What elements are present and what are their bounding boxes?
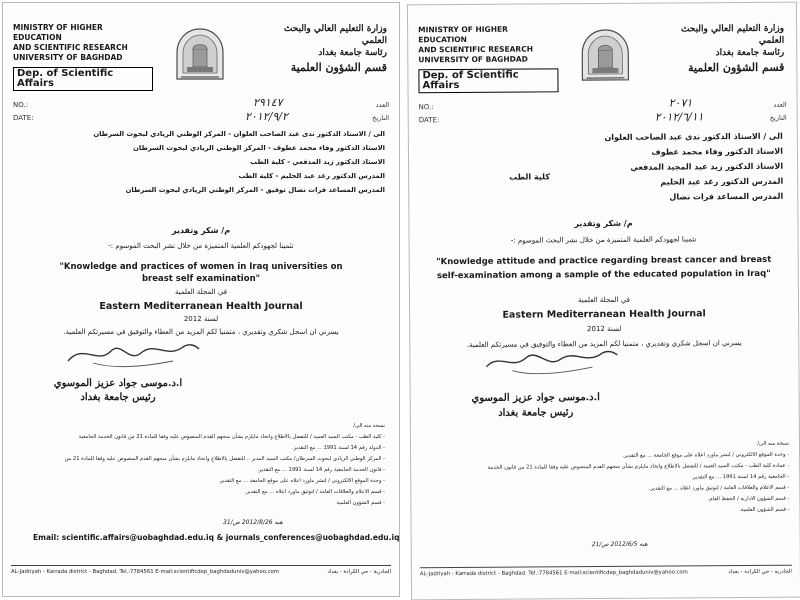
ministry-name-2: AND SCIENTIFIC RESEARCH <box>418 44 534 55</box>
letter-footer <box>420 569 792 578</box>
copies-list <box>15 421 385 509</box>
copy-recipient: - وحدة الموقع الالكتروني / لنشر ماورد اعلاه على موقع الجامعة ... مع التقدير. <box>421 450 789 464</box>
ministry-name: MINISTRY OF HIGHER EDUCATION <box>418 24 508 45</box>
recipient-line: المدرس المساعد فرات نضال <box>669 191 784 202</box>
copy-recipient: - وحدة الموقع الالكتروني / لنشر ماورد اعلاه على موقع الجامعة ... مع التقدير. <box>15 476 385 487</box>
copies-list <box>421 439 790 519</box>
arabic-letterhead <box>262 23 387 74</box>
copy-recipient: - كلية الطب - مكتب السيد العميد / للتفضل بالاطلاع واتخاذ مايلزم بشأن منحهم القدم المنصوص عليه وفقا للمادة 21 من قانون الخدمة الجامعية <box>15 432 385 443</box>
subject-line: م/ شكر وتقدير <box>171 226 231 235</box>
date-label-ar: التاريخ <box>769 113 787 122</box>
footer-divider <box>420 565 792 569</box>
copy-recipient: - قسم الاعلام والعلاقات العامة / لتوثيق ماورد اعلاه ... مع التقدير. <box>421 483 789 497</box>
signer-title: رئيس جامعة بغداد <box>498 407 574 419</box>
copy-recipient: - المركز الوطني الريادي لبحوث السرطان/ مكتب السيد المدير .. للتفضل بالاطلاع واتخاذ مايلزم بشأن منحهم القدم المنصوص عليه وفقا للمادة 21 من <box>15 454 385 465</box>
footer-address: AL-Jadriyah - Karrada district - Baghdad. Tel.:7784561 E-mail:scientificdep_baghdaduniv@yahoo.com <box>11 569 279 575</box>
copy-recipient: - قسم الاعلام والعلاقات العامة / لتوثيق ماورد اعلاه ... مع التقدير. <box>15 487 385 498</box>
file-stamp: هبه 2012/6/5 ص/21 <box>591 540 648 549</box>
letter-footer <box>11 569 391 575</box>
recipient-line: الاستاذ الدكتور زيد عبد المجيد المدفعي <box>630 161 784 172</box>
recipient-line: الى / الاستاذ الدكتور ندى عبد الصاحب العلوان <box>604 131 783 142</box>
ministry-name-ar: وزارة التعليم العالي والبحث العلمي <box>680 23 785 46</box>
university-name-ar: رئاسة جامعة بغداد <box>715 47 785 59</box>
recipient-line: الاستاذ الدكتور وفاء محمد عطوف <box>651 146 783 157</box>
publication-year: لسنة 2012 <box>587 324 622 334</box>
letter-date: ٢٠١٢/٩/٢ <box>245 110 288 123</box>
signature <box>480 340 620 381</box>
research-title: "Knowledge attitude and practice regarding breast cancer and breast self-examination among a sample of the educated population in Iraq" <box>436 254 772 282</box>
copies-heading: نسخة منه الى/ <box>353 423 385 429</box>
date-row <box>13 110 389 123</box>
copy-recipient: - الجامعية رقم 14 لسنة 1991 ... مع التقدير. <box>421 472 789 486</box>
letterhead <box>3 3 399 89</box>
recipients-list <box>93 127 385 197</box>
subject-line: م/ شكر وتقدير <box>574 218 633 229</box>
copy-recipient: - قسم الشؤون العلمية <box>15 498 385 509</box>
university-logo <box>578 28 632 84</box>
in-journal-text: في المجلة العلمية <box>577 295 631 305</box>
in-journal-text: في المجلة العلمية <box>174 288 228 296</box>
right-letter <box>407 2 800 600</box>
arabic-letterhead <box>659 23 784 75</box>
department-name-ar: قسم الشؤون العلمية <box>290 61 387 74</box>
recipient-line: المدرس الدكتور رغد عبد الحليم - كلية الطب <box>238 172 385 180</box>
date-label: DATE: <box>418 116 440 125</box>
reference-number-row <box>13 96 389 109</box>
number-label: NO.: <box>13 101 29 109</box>
reference-number-row <box>418 96 787 112</box>
recipients-list <box>604 129 783 205</box>
recipient-line: الاستاذ الدكتور وفاء محمد عطوف - المركز الوطني الريادي لبحوث السرطان <box>133 144 385 152</box>
footer-address-ar: الجادرية - حي الكرادة - بغداد <box>728 568 792 576</box>
footer-divider <box>11 565 391 566</box>
thanks-text: يسرني ان اسجل شكري وتقديري ، متمنيا لكم المزيد من العطاء والتوفيق في مسيرتكم العلمية. <box>466 339 742 349</box>
number-label: NO.: <box>418 103 434 112</box>
faculty-label: كلية الطب <box>509 172 550 182</box>
department-name-ar: قسم الشؤون العلمية <box>688 60 785 75</box>
university-name: UNIVERSITY OF BAGHDAD <box>13 53 123 62</box>
journal-name: Eastern Mediterranean Health Journal <box>99 301 303 312</box>
letter-date: ٢٠١٢/٦/١١ <box>654 110 704 124</box>
research-title: "Knowledge and practices of women in Iraq universities on breast self examination" <box>59 262 343 284</box>
date-label-ar: التاريخ <box>372 114 389 122</box>
university-name-ar: رئاسة جامعة بغداد <box>318 48 387 58</box>
date-row <box>418 110 787 125</box>
university-name: UNIVERSITY OF BAGHDAD <box>418 54 528 65</box>
english-letterhead <box>418 24 558 93</box>
department-name: Dep. of Scientific Affairs <box>418 68 558 93</box>
date-label: DATE: <box>13 114 34 122</box>
number-label-ar: العدد <box>375 101 389 109</box>
ministry-name-ar: وزارة التعليم العالي والبحث العلمي <box>283 24 387 46</box>
footer-address-ar: الجادرية - حي الكرادة - بغداد <box>327 569 391 575</box>
recipient-line: الاستاذ الدكتور زيد المدفعي - كلية الطب <box>250 158 385 166</box>
signer-name: ا.د.موسى جواد عزيز الموسوي <box>53 378 183 389</box>
contact-emails: Email: scientific.affairs@uobaghdad.edu.iq & journals_conferences@uobaghdad.edu.iq <box>33 533 400 542</box>
copy-recipient: - قانون الخدمة الجامعية رقم 14 لسنة 1991 ... مع التقدير. <box>15 465 385 476</box>
left-letter <box>2 2 400 597</box>
letterhead <box>408 3 797 92</box>
journal-name: Eastern Mediterranean Health Journal <box>502 308 706 321</box>
number-label-ar: العدد <box>773 100 787 109</box>
english-letterhead <box>13 23 153 91</box>
footer-address: AL-Jadriyah - Karrada district - Baghdad. Tel.:7784561 E-mail:scientificdep_baghdaduniv@yahoo.com <box>419 569 688 578</box>
ministry-name: MINISTRY OF HIGHER EDUCATION <box>13 23 103 42</box>
publication-year: لسنة 2012 <box>183 315 219 323</box>
university-logo <box>173 27 227 83</box>
intro-text: تثمينا لجهودكم العلمية المتميزة من خلال نشر البحث الموسوم :- <box>510 235 697 245</box>
recipient-line: المدرس الدكتور رغد عبد الحليم <box>660 176 784 187</box>
copy-recipient: - قسم الشؤون العلمية. <box>421 505 789 519</box>
thanks-text: يسرني ان اسجل شكري وتقديري ، متمنيا لكم المزيد من العطاء والتوفيق في مسيرتكم العلمية. <box>63 328 339 336</box>
copy-recipient: - عمادة كلية الطب - مكتب السيد العميد / للتفضل بالاطلاع واتخاذ مايلزم بشأن منحهم القدم المنصوص عليه وفقا للمادة 21 من قانون الخدمة <box>421 461 789 475</box>
file-stamp: هبه 2012/8/26 ص/31 <box>223 519 283 526</box>
copy-recipient: - الدولة رقم 14 لسنة 1991 ... مع التقدير. <box>15 443 385 454</box>
signature <box>63 333 203 373</box>
reference-number: ٢٩١٤٧ <box>253 96 283 109</box>
reference-number: ٢٠٧١ <box>668 96 693 110</box>
copies-heading: نسخة منه الى/ <box>757 440 790 447</box>
intro-text: تثمينا لجهودكم العلمية المتميزة من خلال نشر البحث الموسوم :- <box>108 242 294 250</box>
ministry-name-2: AND SCIENTIFIC RESEARCH <box>13 43 128 52</box>
copy-recipient: - قسم الشؤون الادارية / الحفظ العام. <box>421 494 789 508</box>
signer-title: رئيس جامعة بغداد <box>80 392 156 403</box>
department-name: Dep. of Scientific Affairs <box>13 67 153 91</box>
recipient-line: المدرس المساعد فرات نضال توفيق - المركز الوطني الريادي لبحوث السرطان <box>125 186 385 194</box>
signer-name: ا.د.موسى جواد عزيز الموسوي <box>471 392 600 404</box>
recipient-line: الى / الاستاذ الدكتور ندى عبد الصاحب العلوان - المركز الوطني الريادي لبحوث السرطان <box>93 130 385 138</box>
